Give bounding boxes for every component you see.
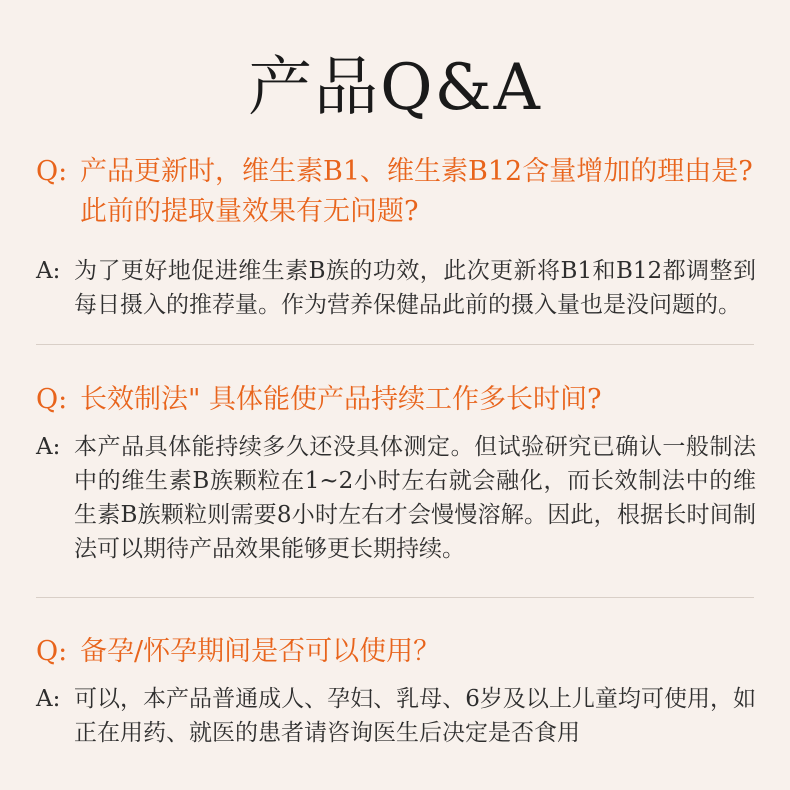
- answer-mark: A:: [36, 258, 61, 284]
- answer-mark: A:: [36, 434, 61, 460]
- question-mark: Q:: [36, 156, 68, 187]
- answer-text: 本产品具体能持续多久还没具体测定。但试验研究已确认一般制法中的维生素B族颗粒在1~2小时左右就会融化，而长效制法中的维生素B族颗粒则需要8小时左右才会慢慢溶解。因此，根据长时间制法可以期待产品效果能够更长期持续。: [74, 434, 756, 562]
- qa-item: [36, 632, 756, 750]
- question-row: [36, 632, 756, 672]
- question-mark: Q:: [36, 636, 68, 667]
- answer-row: [36, 682, 756, 750]
- question-text: 长效制法" 具体能使产品持续工作多长时间?: [80, 384, 602, 415]
- divider: [36, 597, 754, 598]
- question-text: 备孕/怀孕期间是否可以使用？: [80, 636, 441, 667]
- answer-mark: A:: [36, 686, 61, 712]
- divider: [36, 344, 754, 345]
- answer-text: 可以，本产品普通成人、孕妇、乳母、6岁及以上儿童均可使用，如正在用药、就医的患者请咨询医生后决定是否食用: [74, 686, 756, 746]
- question-text: 产品更新时，维生素B1、维生素B12含量增加的理由是?此前的提取量效果有无问题?: [80, 156, 753, 227]
- answer-row: [36, 430, 756, 566]
- answer-text: 为了更好地促进维生素B族的功效，此次更新将B1和B12都调整到每日摄入的推荐量。作为营养保健品此前的摄入量也是没问题的。: [74, 258, 756, 318]
- page-title: 产品Q&A: [248, 51, 542, 125]
- question-mark: Q:: [36, 384, 68, 415]
- question-row: [36, 380, 756, 420]
- question-row: [36, 152, 756, 232]
- qa-item: [36, 152, 756, 322]
- answer-row: [36, 254, 756, 322]
- qa-item: [36, 380, 756, 566]
